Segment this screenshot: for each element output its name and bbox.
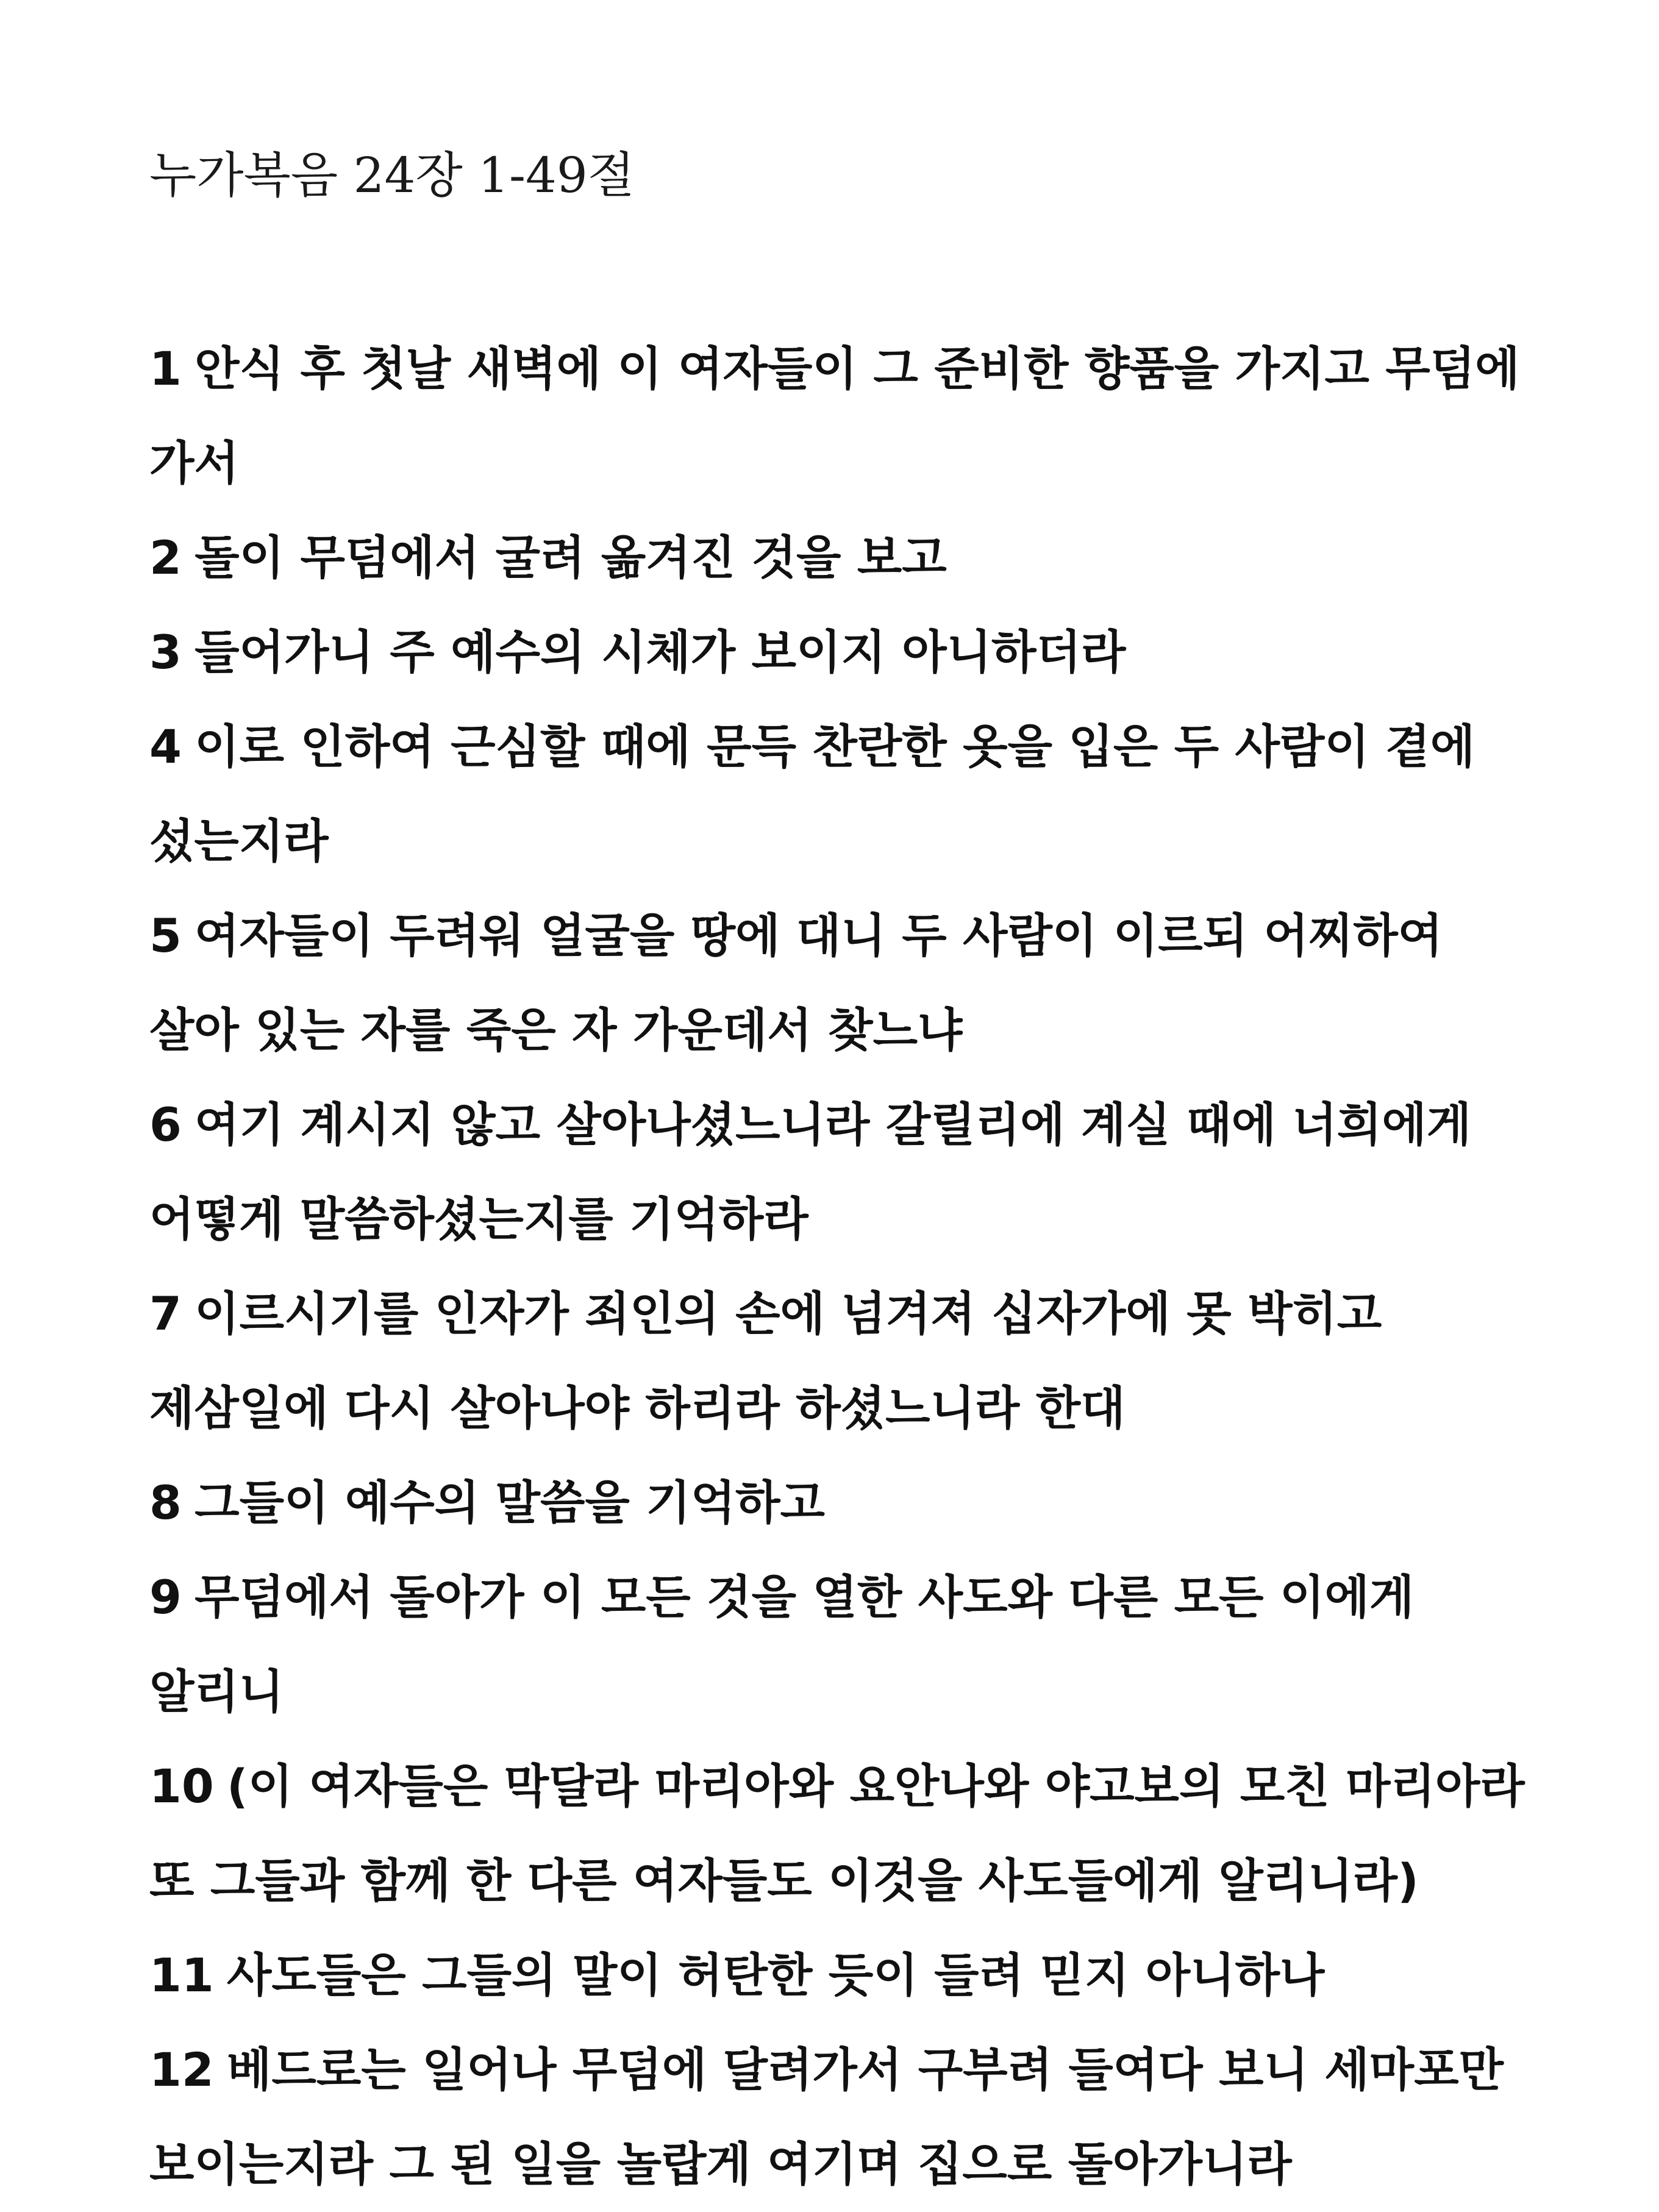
verse-5 bbox=[149, 888, 1539, 1077]
verse-text: 그들이 예수의 말씀을 기억하고 bbox=[194, 1475, 825, 1530]
verse-number: 5 bbox=[149, 908, 182, 963]
verse-number: 6 bbox=[149, 1097, 182, 1152]
verse-10 bbox=[149, 1739, 1539, 1928]
verse-2 bbox=[149, 510, 1539, 605]
verse-text: 베드로는 일어나 무덤에 달려가서 구부려 들여다 보니 세마포만 보이는지라 그 된 일을 놀랍게 여기며 집으로 돌아가니라 bbox=[149, 2043, 1504, 2191]
verse-number: 7 bbox=[149, 1286, 182, 1341]
verse-number: 11 bbox=[149, 1948, 214, 2002]
verse-number: 9 bbox=[149, 1570, 182, 1624]
verse-number: 2 bbox=[149, 530, 182, 585]
verse-text: 여자들이 두려워 얼굴을 땅에 대니 두 사람이 이르되 어찌하여 살아 있는 자를 죽은 자 가운데서 찾느냐 bbox=[149, 908, 1443, 1057]
verse-4 bbox=[149, 699, 1539, 888]
verse-8 bbox=[149, 1455, 1539, 1550]
verse-number: 1 bbox=[149, 341, 182, 396]
verse-text: 이로 인하여 근심할 때에 문득 찬란한 옷을 입은 두 사람이 곁에 섰는지라 bbox=[149, 719, 1475, 868]
verse-11 bbox=[149, 1928, 1539, 2022]
verse-12 bbox=[149, 2022, 1539, 2211]
verse-6 bbox=[149, 1077, 1539, 1266]
verse-list bbox=[149, 321, 1539, 2211]
verse-text: 들어가니 주 예수의 시체가 보이지 아니하더라 bbox=[194, 625, 1126, 679]
document-title: 누가복음 24장 1-49절 bbox=[149, 147, 635, 204]
verse-text: 무덤에서 돌아가 이 모든 것을 열한 사도와 다른 모든 이에게 알리니 bbox=[149, 1570, 1415, 1719]
verse-text: 이르시기를 인자가 죄인의 손에 넘겨져 십자가에 못 박히고 제삼일에 다시 살아나야 하리라 하셨느니라 한대 bbox=[149, 1286, 1382, 1435]
verse-text: 사도들은 그들의 말이 허탄한 듯이 들려 믿지 아니하나 bbox=[227, 1948, 1325, 2002]
verse-number: 8 bbox=[149, 1475, 182, 1530]
verse-number: 10 bbox=[149, 1759, 214, 1813]
verse-text: 돌이 무덤에서 굴려 옮겨진 것을 보고 bbox=[194, 530, 947, 585]
verse-text: 안식 후 첫날 새벽에 이 여자들이 그 준비한 향품을 가지고 무덤에 가서 bbox=[149, 341, 1520, 490]
verse-text: 여기 계시지 않고 살아나셨느니라 갈릴리에 계실 때에 너희에게 어떻게 말씀하셨는지를 기억하라 bbox=[149, 1097, 1472, 1246]
verse-7 bbox=[149, 1266, 1539, 1455]
verse-number: 3 bbox=[149, 625, 182, 679]
verse-text: (이 여자들은 막달라 마리아와 요안나와 야고보의 모친 마리아라 또 그들과 함께 한 다른 여자들도 이것을 사도들에게 알리니라) bbox=[149, 1759, 1525, 1908]
verse-9 bbox=[149, 1550, 1539, 1739]
verse-number: 4 bbox=[149, 719, 182, 774]
verse-3 bbox=[149, 605, 1539, 699]
verse-number: 12 bbox=[149, 2043, 214, 2097]
verse-1 bbox=[149, 321, 1539, 510]
